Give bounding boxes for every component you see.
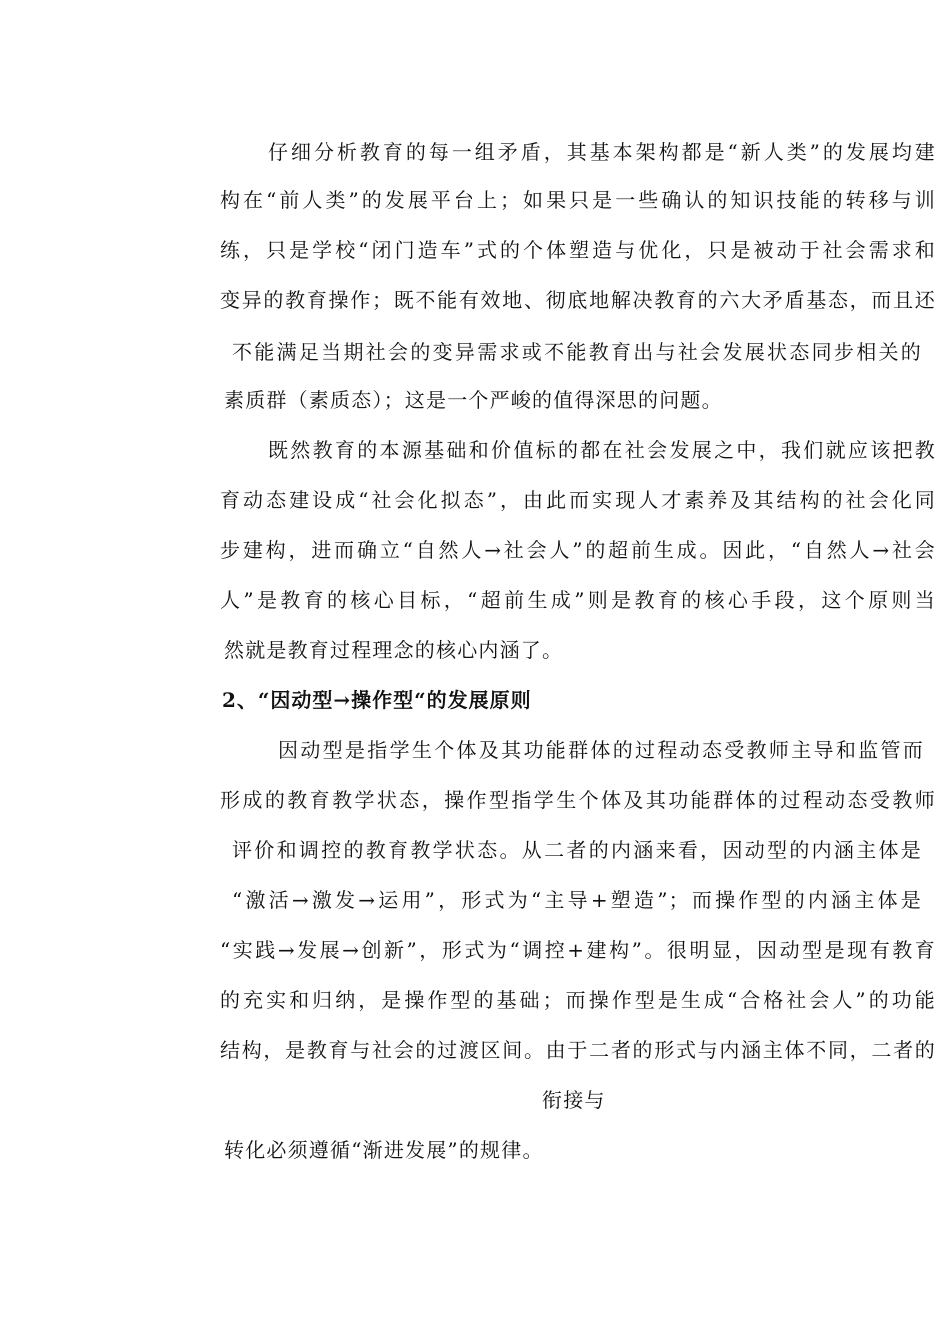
paragraph-2-line-3: 步建构，进而确立“自然人→社会人”的超前生成。因此，“自然人→社会: [220, 538, 936, 562]
paragraph-1-line-4: 变异的教育操作；既不能有效地、彻底地解决教育的六大矛盾基态，而且还: [220, 288, 936, 312]
paragraph-3-line-9: 转化必须遵循“渐进发展”的规律。: [224, 1138, 544, 1162]
section-heading: 2、“因动型→操作型“的发展原则: [222, 688, 532, 712]
paragraph-2-line-4: 人”是教育的核心目标，“超前生成”则是教育的核心手段，这个原则当: [220, 588, 936, 612]
paragraph-2-line-2: 育动态建设成“社会化拟态”，由此而实现人才素养及其结构的社会化同: [220, 488, 936, 512]
paragraph-3-line-1: 因动型是指学生个体及其功能群体的过程动态受教师主导和监管而: [278, 738, 924, 762]
paragraph-2-line-5: 然就是教育过程理念的核心内涵了。: [224, 638, 564, 662]
paragraph-1-line-6: 素质群（素质态）；这是一个严峻的值得深思的问题。: [224, 388, 723, 412]
paragraph-3-line-7: 结构，是教育与社会的过渡区间。由于二者的形式与内涵主体不同，二者的: [220, 1038, 936, 1062]
paragraph-1-line-2: 构在“前人类”的发展平台上；如果只是一些确认的知识技能的转移与训: [220, 188, 936, 212]
paragraph-1-line-3: 练，只是学校“闭门造车”式的个体塑造与优化，只是被动于社会需求和: [220, 238, 936, 262]
paragraph-3-line-2: 形成的教育教学状态，操作型指学生个体及其功能群体的过程动态受教师: [220, 788, 936, 812]
paragraph-3-line-3: 评价和调控的教育教学状态。从二者的内涵来看，因动型的内涵主体是: [232, 838, 922, 862]
paragraph-1-line-5: 不能满足当期社会的变异需求或不能教育出与社会发展状态同步相关的: [232, 340, 922, 364]
paragraph-3-line-6: 的充实和归纳，是操作型的基础；而操作型是生成“合格社会人”的功能: [220, 988, 936, 1012]
paragraph-1-line-1: 仔细分析教育的每一组矛盾，其基本架构都是“新人类”的发展均建: [268, 140, 936, 164]
paragraph-2-line-1: 既然教育的本源基础和价值标的都在社会发展之中，我们就应该把教: [268, 438, 936, 462]
paragraph-3-line-8: 衔接与: [542, 1088, 606, 1112]
paragraph-3-line-5: “实践→发展→创新”，形式为“调控+建构”。很明显，因动型是现有教育: [220, 938, 936, 962]
paragraph-3-line-4: “激活→激发→运用”，形式为“主导+塑造”；而操作型的内涵主体是: [232, 888, 922, 912]
